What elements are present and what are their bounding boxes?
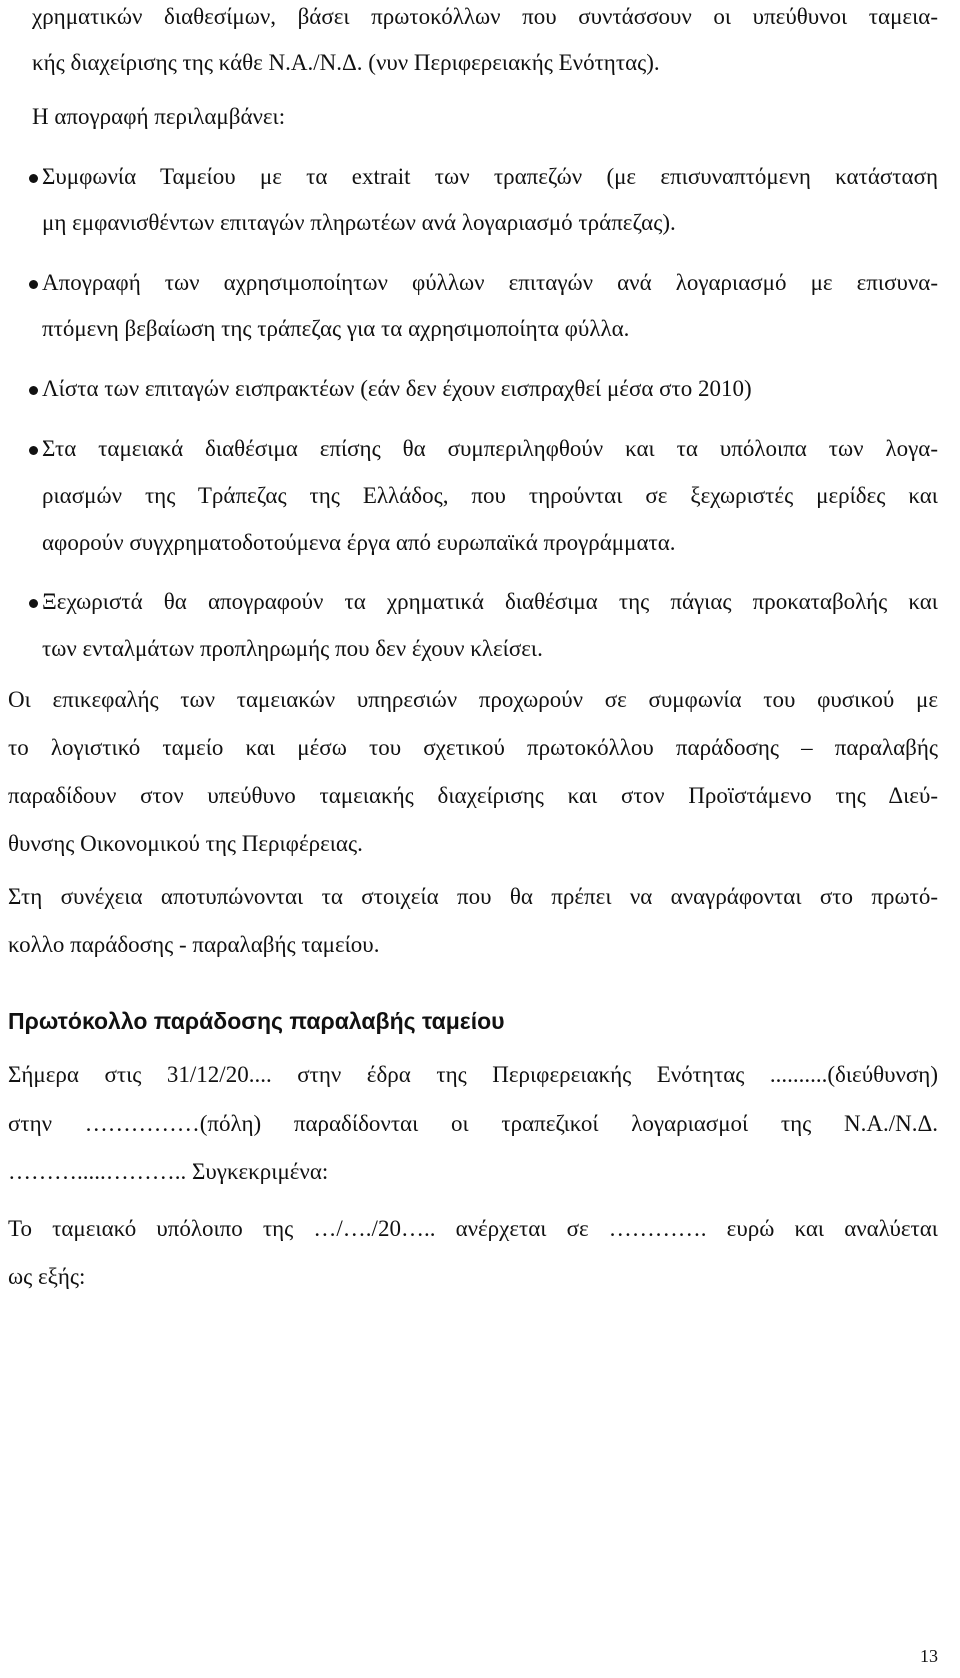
intro-line: κής διαχείρισης της κάθε Ν.Α./Ν.Δ. (νυν Περιφερειακής Ενότητας).: [32, 50, 660, 75]
intro-line: χρηματικών διαθεσίμων, βάσει πρωτοκόλλων που συντάσσουν οι υπεύθυνοι ταμεια-: [32, 4, 938, 29]
paragraph-line: Στη συνέχεια αποτυπώνονται τα στοιχεία που θα πρέπει να αναγράφονται στο πρωτό-: [8, 884, 938, 909]
paragraph-line: παραδίδουν στον υπεύθυνο ταμειακής διαχείρισης και στον Προϊστάμενο της Διεύ-: [8, 783, 938, 808]
list-item-line: των ενταλμάτων προπληρωμής που δεν έχουν κλείσει.: [42, 636, 543, 661]
list-item-line: Ξεχωριστά θα απογραφούν τα χρηματικά διαθέσιμα της πάγιας προκαταβολής και: [42, 589, 938, 614]
list-item-line: Λίστα των επιταγών εισπρακτέων (εάν δεν έχουν εισπραχθεί μέσα στο 2010): [42, 376, 752, 401]
bullet-icon: [29, 599, 38, 608]
paragraph-line: θυνσης Οικονομικού της Περιφέρειας.: [8, 831, 363, 856]
list-item-line: Συμφωνία Ταμείου με τα extrait των τραπεζών (με επισυναπτόμενη κατάσταση: [42, 164, 938, 189]
section-heading: Πρωτόκολλο παράδοσης παραλαβής ταμείου: [8, 1008, 505, 1034]
paragraph-line: κολλο παράδοσης - παραλαβής ταμείου.: [8, 932, 380, 957]
bullet-icon: [29, 174, 38, 183]
list-item-line: αφορούν συγχρηματοδοτούμενα έργα από ευρωπαϊκά προγράμματα.: [42, 530, 676, 555]
list-item-line: πτόμενη βεβαίωση της τράπεζας για τα αχρησιμοποίητα φύλλα.: [42, 316, 630, 341]
balance-line: Το ταμειακό υπόλοιπο της …/…./20….. ανέρχεται σε …………. ευρώ και αναλύεται: [8, 1216, 938, 1241]
list-item-line: ριασμών της Τράπεζας της Ελλάδος, που τηρούνται σε ξεχωριστές μερίδες και: [42, 483, 938, 508]
paragraph-line: το λογιστικό ταμείο και μέσω του σχετικού πρωτοκόλλου παράδοσης – παραλαβής: [8, 735, 938, 760]
page-number: 13: [920, 1646, 938, 1666]
bullet-icon: [29, 446, 38, 455]
bullet-icon: [29, 280, 38, 289]
balance-line: ως εξής:: [8, 1264, 86, 1289]
protocol-line: ……….....……….. Συγκεκριμένα:: [8, 1159, 329, 1184]
inventory-intro: Η απογραφή περιλαμβάνει:: [32, 104, 286, 129]
bullet-icon: [29, 386, 38, 395]
list-item-line: Στα ταμειακά διαθέσιμα επίσης θα συμπεριληφθούν και τα υπόλοιπα των λογα-: [42, 436, 938, 461]
list-item-line: μη εμφανισθέντων επιταγών πληρωτέων ανά λογαριασμό τράπεζας).: [42, 210, 676, 235]
list-item-line: Απογραφή των αχρησιμοποίητων φύλλων επιταγών ανά λογαριασμό με επισυνα-: [42, 270, 938, 295]
paragraph-line: Οι επικεφαλής των ταμειακών υπηρεσιών προχωρούν σε συμφωνία του φυσικού με: [8, 687, 938, 712]
protocol-line: Σήμερα στις 31/12/20.... στην έδρα της Περιφερειακής Ενότητας ..........(διεύθυνση): [8, 1062, 938, 1087]
protocol-line: στην ……………(πόλη) παραδίδονται οι τραπεζικοί λογαριασμοί της Ν.Α./Ν.Δ.: [8, 1111, 938, 1136]
